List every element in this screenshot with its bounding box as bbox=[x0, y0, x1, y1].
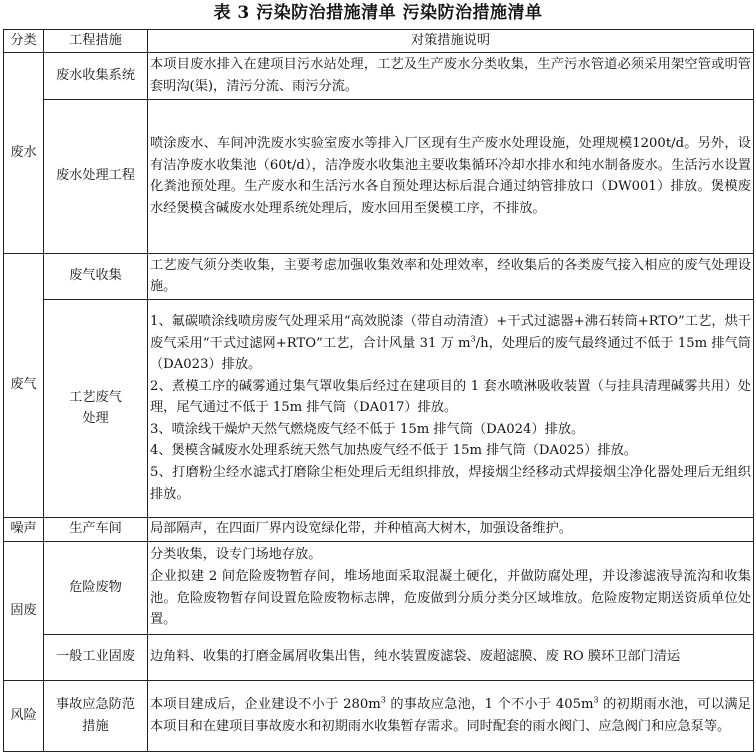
category-solid-waste: 固废 bbox=[4, 541, 44, 680]
header-measure: 工程措施 bbox=[44, 30, 148, 53]
table-row bbox=[4, 680, 754, 751]
header-description: 对策措施说明 bbox=[148, 30, 754, 53]
desc-wastewater-collection: 本项目废水排入在建项目污水站处理，工艺及生产废水分类收集，生产污水管道必须采用架空管或明管套明沟(渠)，清污分流、雨污分流。 bbox=[148, 52, 754, 99]
table-row bbox=[4, 634, 754, 680]
measure-process-gas-treatment-label: 工艺废气处理 bbox=[69, 389, 122, 427]
hazardous-waste-p2: 企业拟建 2 间危险废物暂存间，堆场地面采取混凝土硬化，并做防腐处理，并设渗滤液导流沟和收集池。危险废物暂存间设置危险废物标志牌，危废做到分质分类分区域堆放。危险废物定期送资质单位处置。 bbox=[150, 569, 751, 628]
risk-text-1: 本项目建成后，企业建设不小于 280m bbox=[150, 697, 381, 712]
desc-noise: 局部隔声，在四面厂界内设宽绿化带，并种植高大树木，加强设备维护。 bbox=[148, 517, 754, 541]
measure-general-industrial-waste: 一般工业固废 bbox=[44, 634, 148, 680]
category-noise: 噪声 bbox=[4, 517, 44, 541]
measure-production-workshop: 生产车间 bbox=[44, 517, 148, 541]
gas-item-1 bbox=[150, 311, 751, 376]
desc-hazardous-waste bbox=[148, 541, 754, 634]
header-category: 分类 bbox=[4, 30, 44, 53]
risk-sup-1: 3 bbox=[380, 695, 386, 705]
measure-gas-collection: 废气收集 bbox=[44, 253, 148, 299]
measure-wastewater-treatment: 废水处理工程 bbox=[44, 99, 148, 253]
desc-process-gas-treatment bbox=[148, 299, 754, 517]
gas-item-1-text: 1、氟碳喷涂线喷房废气处理采用“高效脱漆（带自动清渣）+干式过滤器+沸石转筒+RTO”工艺，烘干废气采用“干式过滤网+RTO”工艺，合计风量 31 万 m bbox=[150, 313, 751, 351]
risk-text-2: 的事故应急池，1 个不小于 405m bbox=[385, 697, 594, 712]
table-title: 表 3 污染防治措施清单 污染防治措施清单 bbox=[213, 3, 543, 23]
gas-item-4: 4、煲模含碱废水处理系统天然气加热废气经不低于 15m 排气筒（DA025）排放。 bbox=[150, 443, 637, 459]
measure-emergency-prevention bbox=[44, 680, 148, 751]
category-risk: 风险 bbox=[4, 680, 44, 751]
gas-item-1-tail: /h，处理后的废气最终通过不低于 15m 排气筒（DA023）排放。 bbox=[150, 335, 751, 373]
pollution-measures-table bbox=[3, 29, 754, 752]
hazardous-waste-p1: 分类收集，设专门场地存放。 bbox=[150, 547, 322, 563]
measure-process-gas-treatment bbox=[44, 299, 148, 517]
table-row bbox=[4, 253, 754, 299]
table-row bbox=[4, 99, 754, 253]
header-row bbox=[4, 30, 754, 53]
gas-item-5: 5、打磨粉尘经水滤式打磨除尘柜处理后无组织排放，焊接烟尘经移动式焊接烟尘净化器处理后无组织排放。 bbox=[150, 465, 751, 502]
desc-risk bbox=[148, 680, 754, 751]
measure-hazardous-waste: 危险废物 bbox=[44, 541, 148, 634]
desc-gas-collection: 工艺废气须分类收集，主要考虑加强收集效率和处理效率，经收集后的各类废气接入相应的废气处理设施。 bbox=[148, 253, 754, 299]
gas-item-2: 2、煮模工序的碱雾通过集气罩收集后经过在建项目的 1 套水喷淋吸收装置（与挂具清理碱雾共用）处理，尾气通过不低于 15m 排气筒（DA017）排放。 bbox=[150, 378, 751, 416]
table-row bbox=[4, 299, 754, 517]
gas-item-3: 3、喷涂线干燥炉天然气燃烧废气经不低于 15m 排气筒（DA024）排放。 bbox=[150, 421, 585, 437]
category-exhaust-gas: 废气 bbox=[4, 253, 44, 517]
measure-wastewater-collection: 废水收集系统 bbox=[44, 52, 148, 99]
risk-text-3: 的初期雨水池，可以满足本项目和在建项目事故废水和初期雨水收集暂存需求。同时配套的雨水阀门、应急阀门和应急泵等。 bbox=[150, 697, 751, 734]
table-row bbox=[4, 541, 754, 634]
measure-emergency-prevention-label: 事故应急防范措施 bbox=[55, 697, 136, 734]
desc-wastewater-treatment: 喷涂废水、车间冲洗废水实验室废水等排入厂区现有生产废水处理设施，处理规模1200t/d。另外，设有洁净废水收集池（60t/d），洁净废水收集池主要收集循环冷却水排水和纯水制备废水。生活污水设置化粪池预处理。生产废水和生活污水各自预处理达标后混合通过纳管排放口（DW001）排放。煲模废水经煲模含碱废水处理系统处理后，废水回用至煲模工序，不排放。 bbox=[148, 99, 754, 253]
desc-general-industrial-waste: 边角料、收集的打磨金属屑收集出售，纯水装置废滤袋、废超滤膜、废 RO 膜环卫部门清运 bbox=[148, 634, 754, 680]
table-row bbox=[4, 52, 754, 99]
category-wastewater: 废水 bbox=[4, 52, 44, 253]
gas-item-1-sup: 3 bbox=[470, 334, 476, 344]
risk-sup-2: 3 bbox=[593, 695, 599, 705]
table-row bbox=[4, 517, 754, 541]
